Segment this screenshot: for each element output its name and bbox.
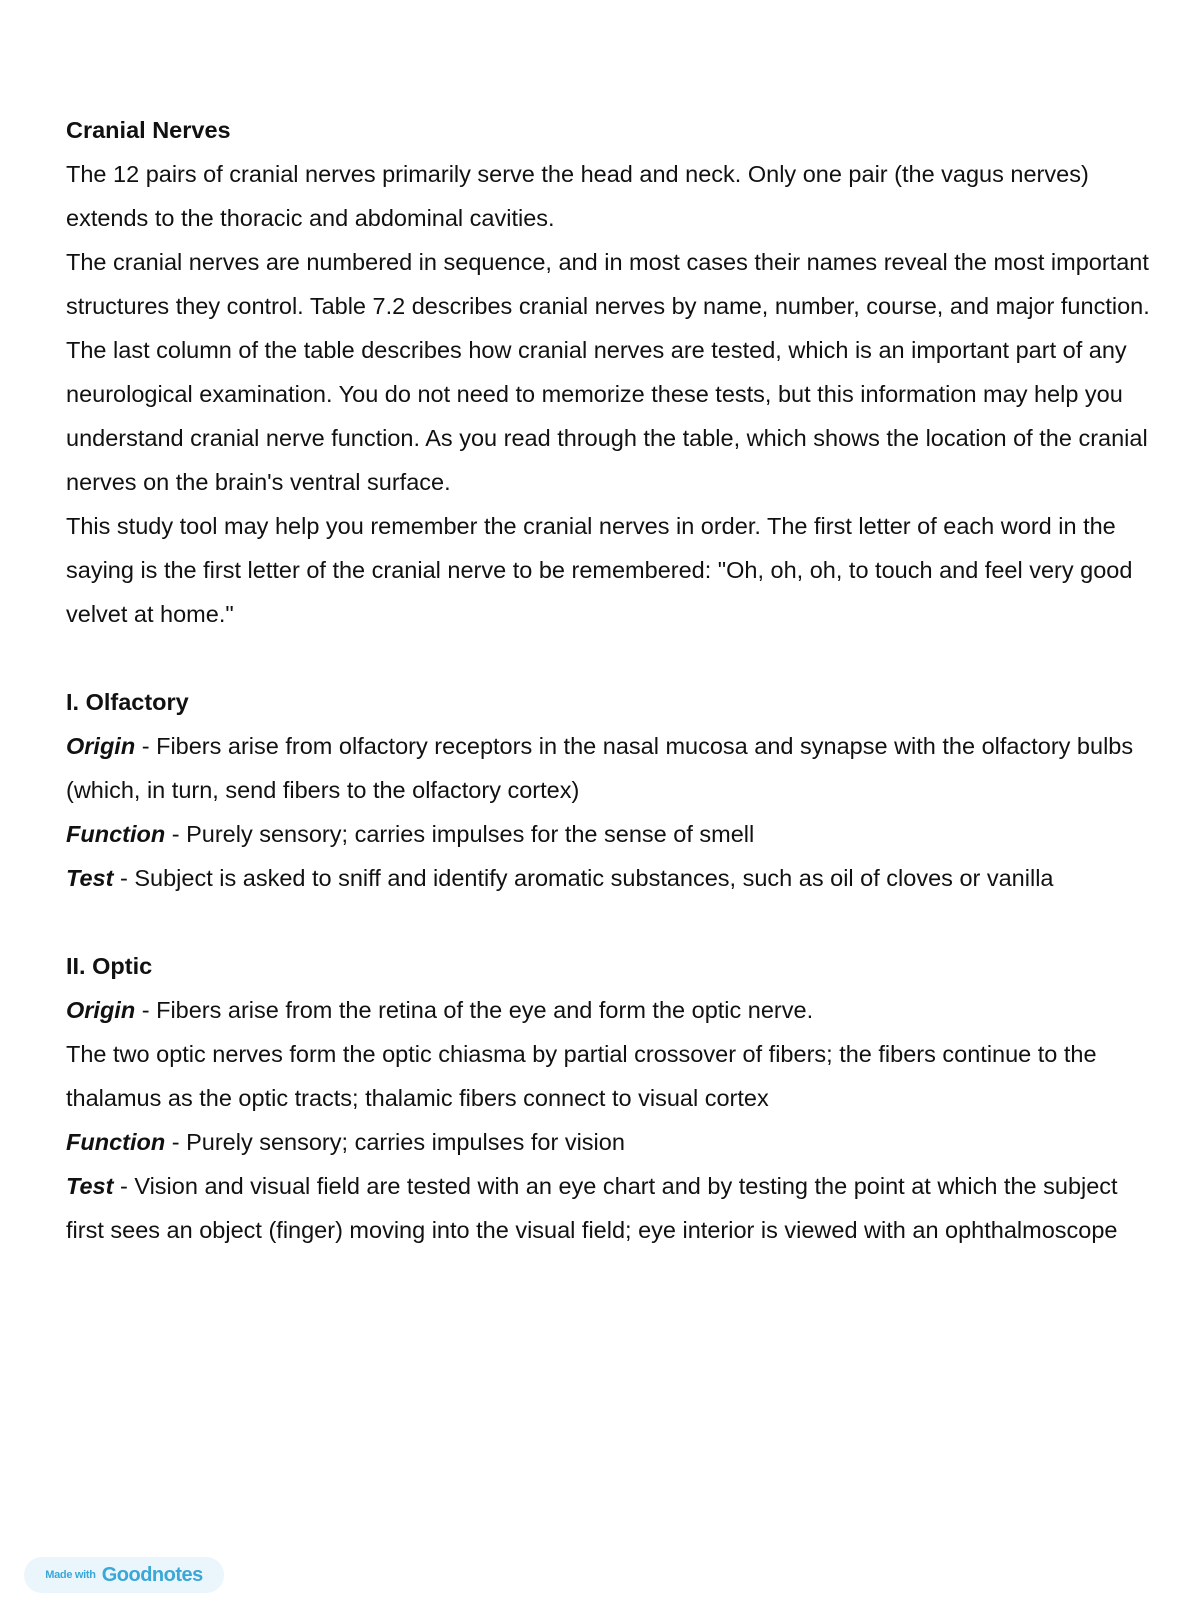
page-title: Cranial Nerves [66,117,231,143]
test-text: - Vision and visual field are tested with an eye chart and by testing the point at which the subject first sees an object (finger) moving into the visual field; eye interior is viewed with an ophthalmoscope [66,1173,1118,1243]
nerve-section-optic [66,944,1156,1252]
nerve-origin [66,988,1156,1032]
nerve-heading: II. Optic [66,953,153,979]
intro-paragraph-3: This study tool may help you remember the cranial nerves in order. The first letter of each word in the saying is the first letter of the cranial nerve to be remembered: "Oh, oh, oh, to touch and feel very good velvet at home." [66,513,1133,627]
intro-paragraph-2: The cranial nerves are numbered in sequence, and in most cases their names reveal the most important structures they control. Table 7.2 describes cranial nerves by name, number, course, and major function. The last column of the table describes how cranial nerves are tested, which is an important part of any neurological examination. You do not need to memorize these tests, but this information may help you understand cranial nerve function. As you read through the table, which shows the location of the cranial nerves on the brain's ventral surface. [66,249,1150,495]
origin-text: - Fibers arise from olfactory receptors in the nasal mucosa and synapse with the olfactory bulbs (which, in turn, send fibers to the olfactory cortex) [66,733,1134,803]
test-label: Test [66,865,114,891]
nerve-section-olfactory [66,680,1156,900]
intro-paragraph-1: The 12 pairs of cranial nerves primarily serve the head and neck. Only one pair (the vagus nerves) extends to the thoracic and abdominal cavities. [66,161,1089,231]
function-text: - Purely sensory; carries impulses for vision [165,1129,625,1155]
function-label: Function [66,821,166,847]
function-label: Function [66,1129,166,1155]
test-label: Test [66,1173,114,1199]
nerve-test [66,856,1156,900]
origin-text: - Fibers arise from the retina of the eye and form the optic nerve. [135,997,814,1023]
made-with-goodnotes-badge [24,1557,224,1593]
nerve-function [66,1120,1156,1164]
goodnotes-logo: Goodnotes [101,1563,203,1586]
nerve-function [66,812,1156,856]
section-spacer [66,636,1156,680]
nerve-origin [66,724,1156,812]
origin-label: Origin [66,997,136,1023]
section-spacer [66,900,1156,944]
function-text: - Purely sensory; carries impulses for the sense of smell [165,821,755,847]
nerve-origin-detail: The two optic nerves form the optic chiasma by partial crossover of fibers; the fibers continue to the thalamus as the optic tracts; thalamic fibers connect to visual cortex [66,1041,1097,1111]
document-page [66,108,1156,1252]
nerve-heading: I. Olfactory [66,689,189,715]
origin-label: Origin [66,733,136,759]
badge-prefix: Made with [45,1569,96,1581]
nerve-test [66,1164,1156,1252]
test-text: - Subject is asked to sniff and identify aromatic substances, such as oil of cloves or vanilla [113,865,1054,891]
